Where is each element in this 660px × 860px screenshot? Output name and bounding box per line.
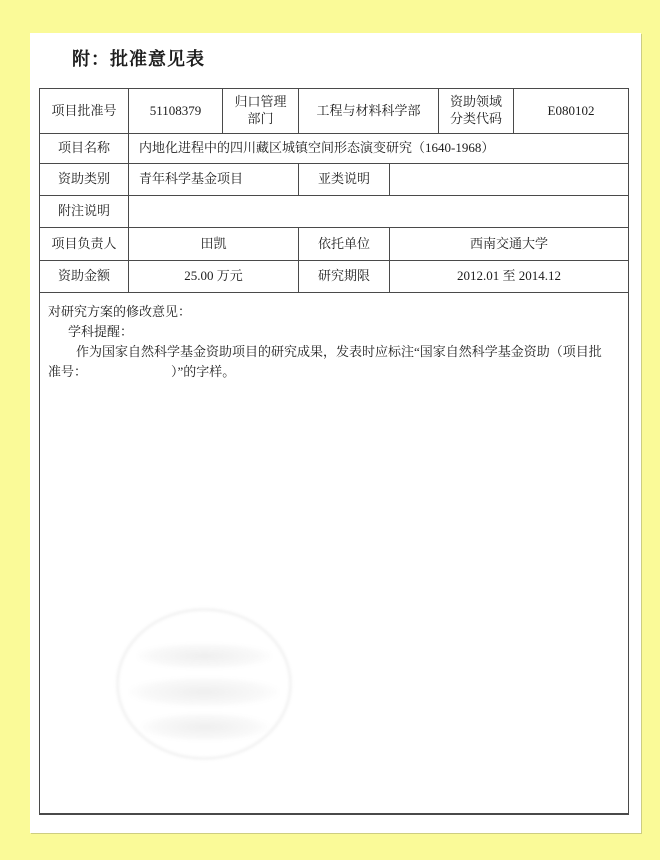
table-row-opinion	[40, 293, 628, 813]
amount-label: 资助金额	[40, 261, 129, 292]
amount-value: 25.00 万元	[129, 261, 299, 292]
note-label: 附注说明	[40, 196, 129, 227]
table-row-note	[40, 196, 628, 228]
opinion-body-line1: 作为国家自然科学基金资助项目的研究成果，发表时应标注“国家自然科学基金资助（项目批	[76, 344, 602, 359]
opinion-heading: 对研究方案的修改意见：	[48, 304, 192, 319]
project-name-label: 项目名称	[40, 134, 129, 163]
category-value: 青年科学基金项目	[129, 164, 299, 195]
leader-label: 项目负责人	[40, 228, 129, 260]
opinion-cell	[40, 293, 628, 813]
approval-no-value: 51108379	[129, 89, 223, 133]
field-code-label: 资助领域分类代码	[439, 89, 514, 133]
project-name-value: 内地化进程中的四川藏区城镇空间形态演变研究（1640-1968）	[139, 140, 495, 156]
table-row-amount	[40, 261, 628, 293]
opinion-body-line2	[48, 362, 620, 382]
note-value	[129, 196, 628, 227]
period-label: 研究期限	[299, 261, 390, 292]
table-row-leader	[40, 228, 628, 261]
dept-label: 归口管理部门	[223, 89, 299, 133]
approval-table	[39, 88, 629, 815]
field-code-value: E080102	[547, 102, 595, 118]
table-row-project-name	[40, 134, 628, 164]
table-row-category	[40, 164, 628, 196]
period-value: 2012.01 至 2014.12	[456, 268, 561, 284]
leader-value: 田凯	[129, 228, 299, 260]
subclass-label: 亚类说明	[299, 164, 390, 195]
institution-label: 依托单位	[299, 228, 390, 260]
institution-value: 西南交通大学	[469, 235, 548, 251]
opinion-reminder: 学科提醒：	[68, 324, 134, 339]
dept-value: 工程与材料科学部	[299, 89, 439, 133]
document-page	[30, 33, 641, 833]
subclass-value	[390, 164, 628, 195]
approval-no-label: 项目批准号	[40, 89, 129, 133]
page-title: 附：批准意见表	[72, 49, 205, 69]
opinion-body-line2-suffix: ）”的字样。	[171, 364, 236, 379]
table-row-approval	[40, 89, 628, 134]
category-label: 资助类别	[40, 164, 129, 195]
opinion-body-line2-prefix: 准号：	[48, 364, 88, 379]
